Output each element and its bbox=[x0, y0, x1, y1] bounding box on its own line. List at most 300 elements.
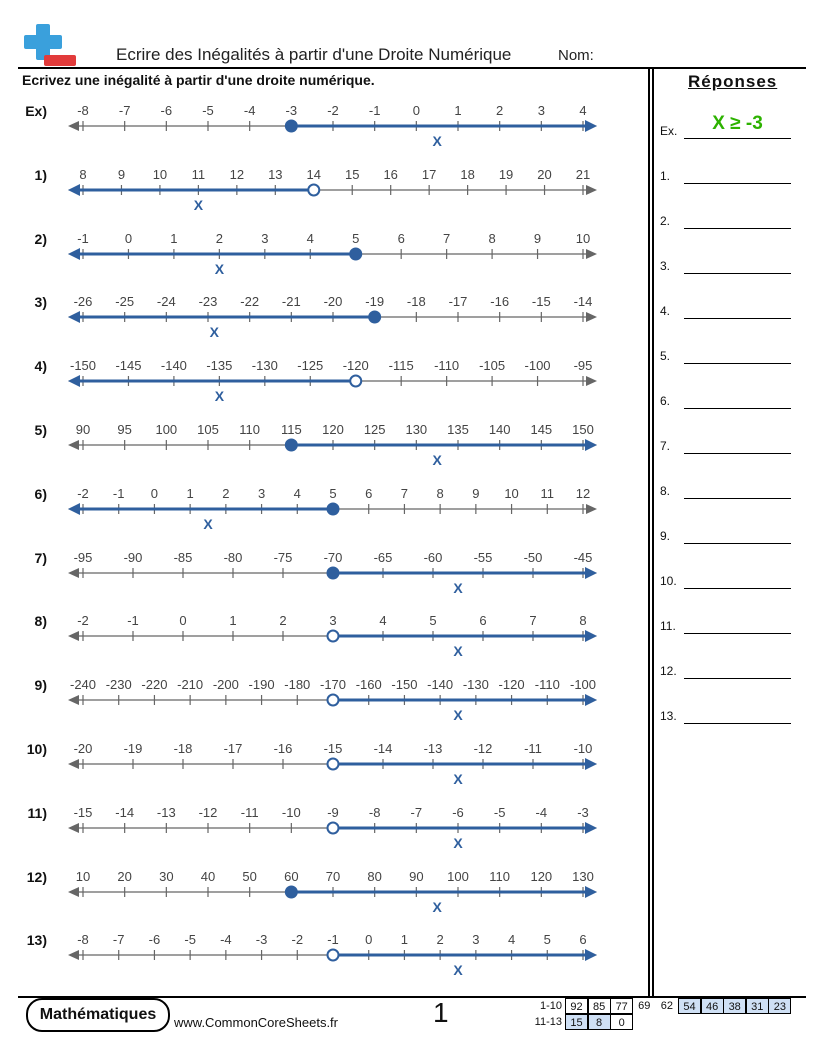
variable-marker: X bbox=[453, 643, 463, 659]
tick-label: -140 bbox=[427, 677, 454, 692]
tick-label: -150 bbox=[391, 677, 418, 692]
tick-label: 135 bbox=[447, 422, 469, 437]
tick-label: -110 bbox=[534, 677, 560, 692]
tick-label: 3 bbox=[257, 486, 266, 501]
closed-point bbox=[350, 249, 361, 260]
tick-label: 2 bbox=[215, 231, 223, 246]
tick-label: 21 bbox=[575, 167, 591, 182]
tick-label: 40 bbox=[200, 869, 216, 884]
variable-marker: X bbox=[453, 835, 463, 851]
open-point bbox=[328, 695, 339, 706]
answer-label: 8. bbox=[660, 484, 671, 498]
axis-arrow-left bbox=[68, 823, 79, 833]
axis-arrow-left bbox=[68, 759, 79, 769]
tick-label: 30 bbox=[159, 869, 174, 884]
tick-label: 4 bbox=[306, 231, 314, 246]
tick-label: 1 bbox=[186, 486, 194, 501]
tick-label: -11 bbox=[240, 805, 259, 820]
tick-label: 2 bbox=[222, 486, 230, 501]
tick-label: -8 bbox=[77, 932, 89, 947]
axis-arrow-right bbox=[586, 312, 597, 322]
tick-label: -15 bbox=[323, 741, 343, 756]
tick-label: -7 bbox=[118, 103, 131, 118]
tick-label: 150 bbox=[572, 422, 594, 437]
tick-label: -17 bbox=[223, 741, 243, 756]
page-number: 1 bbox=[433, 997, 449, 1028]
tick-label: 5 bbox=[352, 231, 360, 246]
tick-label: -95 bbox=[573, 358, 593, 373]
solution-arrow bbox=[68, 503, 80, 515]
tick-label: 9 bbox=[533, 231, 542, 246]
tick-label: -130 bbox=[251, 358, 278, 373]
tick-label: -20 bbox=[73, 741, 93, 756]
tick-label: -25 bbox=[115, 294, 135, 309]
answer-blank[interactable] bbox=[684, 408, 791, 409]
tick-label: -10 bbox=[281, 805, 301, 820]
axis-arrow-left bbox=[68, 695, 79, 705]
tick-label: -120 bbox=[498, 677, 525, 692]
answer-label: 1. bbox=[660, 169, 671, 183]
problem-label: 8) bbox=[34, 613, 47, 629]
tick-label: -1 bbox=[77, 231, 89, 246]
tick-label: 15 bbox=[344, 167, 360, 182]
score-cell: 69 bbox=[638, 1000, 651, 1012]
axis-arrow-right bbox=[586, 185, 597, 195]
axis-arrow-right bbox=[586, 376, 597, 386]
tick-label: 4 bbox=[507, 932, 516, 947]
problem-label: 2) bbox=[34, 231, 47, 247]
tick-label: -3 bbox=[255, 932, 268, 947]
solution-arrow bbox=[68, 248, 80, 260]
tick-label: 105 bbox=[197, 422, 219, 437]
tick-label: -50 bbox=[523, 550, 543, 565]
axis-arrow-left bbox=[68, 121, 79, 131]
tick-label: 5 bbox=[329, 486, 337, 501]
tick-label: 3 bbox=[329, 613, 337, 628]
problem-label: 7) bbox=[34, 550, 47, 566]
open-point bbox=[328, 759, 339, 770]
tick-label: -8 bbox=[368, 805, 381, 820]
tick-label: -5 bbox=[184, 932, 196, 947]
tick-label: 6 bbox=[579, 932, 587, 947]
score-row-label: 1-10 bbox=[539, 1000, 562, 1012]
tick-label: -21 bbox=[281, 294, 301, 309]
tick-label: 6 bbox=[397, 231, 405, 246]
tick-label: 11 bbox=[191, 167, 206, 182]
closed-point bbox=[328, 504, 339, 515]
tick-label: 9 bbox=[117, 167, 126, 182]
tick-label: 7 bbox=[400, 486, 409, 501]
tick-label: 19 bbox=[498, 167, 514, 182]
tick-label: -7 bbox=[112, 932, 125, 947]
tick-label: 16 bbox=[383, 167, 398, 182]
tick-label: -65 bbox=[373, 550, 393, 565]
tick-label: 2 bbox=[279, 613, 287, 628]
tick-label: -95 bbox=[73, 550, 93, 565]
tick-label: -75 bbox=[273, 550, 293, 565]
tick-label: 5 bbox=[429, 613, 437, 628]
tick-label: -110 bbox=[434, 358, 460, 373]
tick-label: 0 bbox=[179, 613, 187, 628]
solution-arrow bbox=[585, 439, 597, 451]
tick-label: -13 bbox=[156, 805, 176, 820]
answer-label: 5. bbox=[660, 349, 671, 363]
tick-label: 50 bbox=[242, 869, 257, 884]
closed-point bbox=[286, 440, 297, 451]
score-cell: 0 bbox=[610, 1014, 633, 1030]
tick-label: -2 bbox=[327, 103, 339, 118]
tick-label: 0 bbox=[124, 231, 133, 246]
answer-example-line bbox=[684, 138, 791, 139]
tick-label: -18 bbox=[406, 294, 426, 309]
tick-label: 20 bbox=[537, 167, 552, 182]
answer-label: 9. bbox=[660, 529, 671, 543]
tick-label: -24 bbox=[156, 294, 176, 309]
solution-arrow bbox=[585, 694, 597, 706]
tick-label: 5 bbox=[543, 932, 551, 947]
answer-blank[interactable] bbox=[684, 543, 791, 544]
score-cell: 54 bbox=[678, 998, 701, 1014]
tick-label: -145 bbox=[115, 358, 142, 373]
tick-label: -240 bbox=[69, 677, 97, 692]
problem-label: Ex) bbox=[25, 103, 47, 119]
tick-label: 100 bbox=[155, 422, 178, 437]
answer-blank[interactable] bbox=[684, 363, 791, 364]
tick-label: 9 bbox=[472, 486, 480, 501]
tick-label: 6 bbox=[365, 486, 373, 501]
tick-label: -2 bbox=[77, 613, 89, 628]
tick-label: -160 bbox=[355, 677, 382, 692]
tick-label: -8 bbox=[77, 103, 89, 118]
tick-label: 4 bbox=[579, 103, 587, 118]
problem-label: 13) bbox=[26, 932, 47, 948]
tick-label: 125 bbox=[363, 422, 386, 437]
tick-label: 120 bbox=[322, 422, 344, 437]
tick-label: 14 bbox=[306, 167, 322, 182]
tick-label: -90 bbox=[123, 550, 143, 565]
problem-label: 5) bbox=[34, 422, 47, 438]
tick-label: 12 bbox=[229, 167, 245, 182]
tick-label: 10 bbox=[504, 486, 519, 501]
tick-label: -19 bbox=[365, 294, 385, 309]
answer-blank[interactable] bbox=[684, 318, 791, 319]
answer-label: 12. bbox=[660, 664, 677, 678]
tick-label: -125 bbox=[297, 358, 324, 373]
tick-label: 2 bbox=[436, 932, 444, 947]
tick-label: 110 bbox=[239, 422, 261, 437]
site-url: www.CommonCoreSheets.fr bbox=[174, 1015, 338, 1030]
tick-label: -120 bbox=[342, 358, 369, 373]
variable-marker: X bbox=[214, 388, 225, 404]
tick-label: 140 bbox=[488, 422, 511, 437]
tick-label: 4 bbox=[293, 486, 301, 501]
tick-label: -15 bbox=[73, 805, 93, 820]
score-cell: 31 bbox=[746, 998, 769, 1014]
tick-label: 80 bbox=[367, 869, 382, 884]
tick-label: -12 bbox=[198, 805, 218, 820]
solution-arrow bbox=[585, 949, 597, 961]
tick-label: -70 bbox=[323, 550, 343, 565]
tick-label: -6 bbox=[452, 805, 464, 820]
tick-label: -210 bbox=[177, 677, 204, 692]
tick-label: -190 bbox=[248, 677, 275, 692]
tick-label: -180 bbox=[284, 677, 311, 692]
score-cell: 46 bbox=[701, 998, 724, 1014]
answer-label: 13. bbox=[660, 709, 677, 723]
tick-label: -5 bbox=[202, 103, 214, 118]
tick-label: -130 bbox=[462, 677, 489, 692]
answer-label: 4. bbox=[660, 304, 671, 318]
tick-label: -14 bbox=[115, 805, 135, 820]
tick-label: 8 bbox=[579, 613, 587, 628]
tick-label: -170 bbox=[319, 677, 347, 692]
tick-label: -3 bbox=[285, 103, 298, 118]
tick-label: 2 bbox=[496, 103, 504, 118]
tick-label: -17 bbox=[448, 294, 468, 309]
tick-label: 60 bbox=[284, 869, 299, 884]
answers-title: Réponses bbox=[688, 72, 778, 91]
problem-label: 11) bbox=[27, 805, 47, 821]
tick-label: -220 bbox=[141, 677, 168, 692]
problem-label: 3) bbox=[34, 294, 47, 310]
axis-arrow-left bbox=[68, 887, 79, 897]
answer-label: 10. bbox=[660, 574, 677, 588]
tick-label: -1 bbox=[127, 613, 139, 628]
closed-point bbox=[369, 312, 380, 323]
answer-label: 6. bbox=[660, 394, 671, 408]
answer-blank[interactable] bbox=[684, 273, 791, 274]
open-point bbox=[328, 823, 339, 834]
tick-label: 17 bbox=[421, 167, 437, 182]
open-point bbox=[350, 376, 361, 387]
tick-label: -150 bbox=[69, 358, 97, 373]
tick-label: -1 bbox=[368, 103, 381, 118]
instructions: Ecrivez une inégalité à partir d'une droite numérique. bbox=[22, 72, 375, 88]
tick-label: 110 bbox=[489, 869, 511, 884]
tick-label: 10 bbox=[75, 869, 91, 884]
tick-label: -13 bbox=[423, 741, 443, 756]
tick-label: 130 bbox=[572, 869, 594, 884]
answer-blank[interactable] bbox=[684, 678, 791, 679]
tick-label: 0 bbox=[150, 486, 159, 501]
tick-label: -6 bbox=[148, 932, 161, 947]
tick-label: -4 bbox=[243, 103, 256, 118]
tick-label: -135 bbox=[206, 358, 233, 373]
answer-column-divider bbox=[648, 67, 650, 996]
score-cell: 85 bbox=[588, 998, 611, 1014]
tick-label: 7 bbox=[443, 231, 451, 246]
variable-marker: X bbox=[453, 707, 463, 723]
tick-label: -26 bbox=[73, 294, 93, 309]
variable-marker: X bbox=[203, 516, 213, 532]
tick-label: 8 bbox=[488, 231, 496, 246]
score-cell: 62 bbox=[660, 1000, 674, 1012]
axis-arrow-left bbox=[68, 950, 79, 960]
solution-arrow bbox=[68, 375, 80, 387]
tick-label: 115 bbox=[280, 422, 302, 437]
variable-marker: X bbox=[214, 261, 225, 277]
tick-label: 1 bbox=[454, 103, 462, 118]
axis-arrow-right bbox=[586, 249, 597, 259]
tick-label: 11 bbox=[540, 486, 555, 501]
tick-label: -19 bbox=[123, 741, 143, 756]
tick-label: -6 bbox=[160, 103, 173, 118]
axis-arrow-left bbox=[68, 568, 79, 578]
tick-label: 4 bbox=[379, 613, 387, 628]
tick-label: 18 bbox=[460, 167, 475, 182]
tick-label: 3 bbox=[472, 932, 480, 947]
tick-label: -22 bbox=[240, 294, 260, 309]
variable-marker: X bbox=[432, 133, 442, 149]
tick-label: -11 bbox=[524, 741, 542, 756]
variable-marker: X bbox=[193, 197, 204, 213]
score-cell: 23 bbox=[768, 998, 791, 1014]
tick-label: -1 bbox=[112, 486, 125, 501]
tick-label: -105 bbox=[479, 358, 506, 373]
tick-label: 6 bbox=[479, 613, 487, 628]
tick-label: -16 bbox=[490, 294, 510, 309]
score-row-label: 11-13 bbox=[534, 1016, 562, 1028]
tick-label: -100 bbox=[569, 677, 597, 692]
solution-arrow bbox=[68, 311, 80, 323]
tick-label: -20 bbox=[323, 294, 343, 309]
score-cell: 8 bbox=[588, 1014, 611, 1030]
tick-label: 90 bbox=[409, 869, 424, 884]
worksheet-title: Ecrire des Inégalités à partir d'une Droite Numérique bbox=[116, 45, 512, 64]
tick-label: 145 bbox=[530, 422, 553, 437]
tick-label: -85 bbox=[173, 550, 193, 565]
variable-marker: X bbox=[453, 962, 463, 978]
answer-example-label: Ex. bbox=[660, 124, 678, 138]
variable-marker: X bbox=[432, 899, 442, 915]
solution-arrow bbox=[585, 120, 597, 132]
open-point bbox=[308, 185, 319, 196]
tick-label: 10 bbox=[575, 231, 591, 246]
answer-blank[interactable] bbox=[684, 723, 791, 724]
tick-label: -23 bbox=[198, 294, 218, 309]
closed-point bbox=[328, 568, 339, 579]
score-cell: 38 bbox=[723, 998, 746, 1014]
brand-badge: Mathématiques bbox=[26, 998, 170, 1032]
tick-label: -4 bbox=[220, 932, 232, 947]
tick-label: -2 bbox=[291, 932, 304, 947]
tick-label: 70 bbox=[325, 869, 341, 884]
axis-arrow-left bbox=[68, 631, 79, 641]
tick-label: -80 bbox=[223, 550, 243, 565]
answer-label: 3. bbox=[660, 259, 671, 273]
tick-label: 130 bbox=[405, 422, 428, 437]
answer-blank[interactable] bbox=[684, 453, 791, 454]
tick-label: -7 bbox=[410, 805, 423, 820]
name-label: Nom: bbox=[558, 47, 594, 64]
closed-point bbox=[286, 121, 297, 132]
tick-label: 12 bbox=[575, 486, 591, 501]
answer-blank[interactable] bbox=[684, 633, 791, 634]
problem-label: 1) bbox=[34, 167, 47, 183]
tick-label: -200 bbox=[212, 677, 239, 692]
tick-label: -45 bbox=[573, 550, 593, 565]
score-cell: 92 bbox=[565, 998, 588, 1014]
tick-label: -140 bbox=[160, 358, 187, 373]
solution-arrow bbox=[585, 886, 597, 898]
variable-marker: X bbox=[432, 452, 442, 468]
problem-label: 4) bbox=[34, 358, 47, 374]
answer-label: 2. bbox=[660, 214, 671, 228]
tick-label: 8 bbox=[79, 167, 87, 182]
answer-blank[interactable] bbox=[684, 498, 791, 499]
tick-label: -1 bbox=[327, 932, 339, 947]
solution-arrow bbox=[585, 822, 597, 834]
variable-marker: X bbox=[209, 324, 219, 340]
problem-label: 10) bbox=[26, 741, 47, 757]
tick-label: 0 bbox=[412, 103, 420, 118]
answer-label: 7. bbox=[660, 439, 671, 453]
tick-label: -18 bbox=[173, 741, 193, 756]
tick-label: -12 bbox=[473, 741, 493, 756]
tick-label: -2 bbox=[77, 486, 89, 501]
tick-label: -60 bbox=[423, 550, 443, 565]
tick-label: -3 bbox=[577, 805, 589, 820]
answer-example-value: X ≥ -3 bbox=[712, 113, 763, 134]
answer-label: 11. bbox=[660, 619, 676, 633]
answer-blank[interactable] bbox=[684, 588, 791, 589]
axis-arrow-left bbox=[68, 440, 79, 450]
tick-label: 3 bbox=[261, 231, 269, 246]
variable-marker: X bbox=[453, 771, 463, 787]
answer-blank[interactable] bbox=[684, 183, 791, 184]
answer-blank[interactable] bbox=[684, 228, 791, 229]
problem-label: 6) bbox=[34, 486, 47, 502]
tick-label: 13 bbox=[268, 167, 283, 182]
tick-label: -100 bbox=[524, 358, 551, 373]
tick-label: 100 bbox=[447, 869, 469, 884]
tick-label: -115 bbox=[388, 358, 414, 373]
solution-arrow bbox=[585, 567, 597, 579]
solution-arrow bbox=[585, 630, 597, 642]
open-point bbox=[328, 631, 339, 642]
tick-label: -16 bbox=[273, 741, 293, 756]
score-cell: 15 bbox=[565, 1014, 588, 1030]
tick-label: -14 bbox=[373, 741, 393, 756]
tick-label: -9 bbox=[327, 805, 339, 820]
tick-label: -14 bbox=[573, 294, 593, 309]
solution-arrow bbox=[68, 184, 80, 196]
tick-label: 10 bbox=[152, 167, 168, 182]
tick-label: 120 bbox=[530, 869, 553, 884]
closed-point bbox=[286, 887, 297, 898]
tick-label: 3 bbox=[537, 103, 545, 118]
solution-arrow bbox=[585, 758, 597, 770]
tick-label: -230 bbox=[105, 677, 132, 692]
tick-label: -15 bbox=[531, 294, 551, 309]
tick-label: 8 bbox=[436, 486, 444, 501]
tick-label: 95 bbox=[117, 422, 132, 437]
open-point bbox=[328, 950, 339, 961]
tick-label: 90 bbox=[75, 422, 91, 437]
tick-label: -5 bbox=[493, 805, 506, 820]
tick-label: 0 bbox=[365, 932, 373, 947]
tick-label: 1 bbox=[229, 613, 237, 628]
tick-label: 1 bbox=[400, 932, 409, 947]
problem-label: 12) bbox=[26, 869, 47, 885]
tick-label: -55 bbox=[473, 550, 493, 565]
variable-marker: X bbox=[453, 580, 463, 596]
problem-label: 9) bbox=[34, 677, 47, 693]
tick-label: -4 bbox=[535, 805, 548, 820]
axis-arrow-right bbox=[586, 504, 597, 514]
tick-label: 7 bbox=[529, 613, 537, 628]
tick-label: 20 bbox=[117, 869, 132, 884]
